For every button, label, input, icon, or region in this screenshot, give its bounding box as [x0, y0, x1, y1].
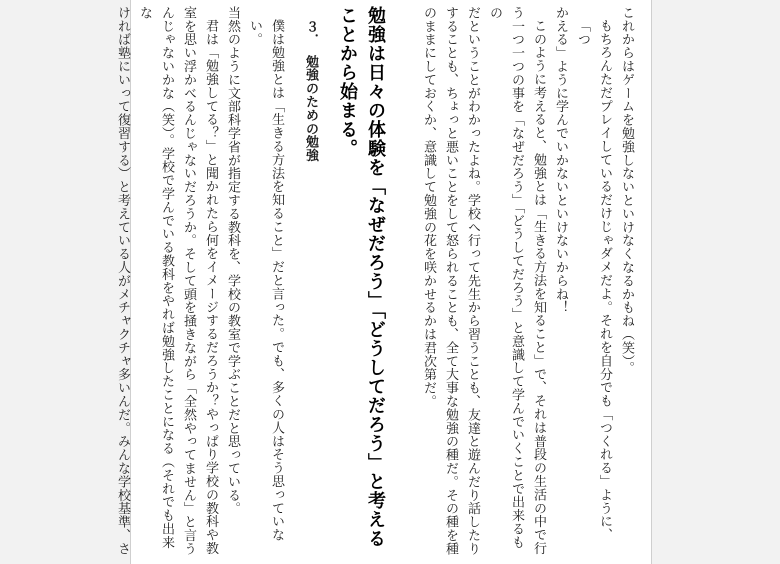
paragraph-line: んじゃないかな（笑）。学校で学んでいる教科をやれば勉強したことになる（それでも出来な: [137, 6, 174, 549]
paragraph-line: これからはゲームを勉強しないといけなくなるかもね（笑）。: [619, 6, 634, 375]
chapter-heading: ことから始まる。: [337, 6, 358, 158]
paragraph-line: ければ塾にいって復習する）と考えている人がメチャクチャ多いんだ。みんな学校基準、さ: [115, 6, 130, 556]
paragraph-line: だということがわかったよね。学校へ行って先生から習うことも、友達と遊んだり話したり: [465, 6, 480, 556]
section-title-text: 勉強のための勉強: [303, 54, 318, 163]
chapter-heading: 勉強は日々の体験を「なぜだろう」「どうしてだろう」と考える: [365, 6, 386, 548]
paragraph-line: もちろんただプレイしているだけじゃダメだよ。それを自分でも「つくれる」ように、「つ: [575, 19, 612, 542]
document-page: [115, 0, 652, 564]
paragraph-line: かえる」ように学んでいかないといけないからね！: [553, 6, 568, 315]
paragraph-line: 室を思い浮かべるんじゃないだろうか。そして頭を掻きながら「全然やってません」と言う: [181, 6, 196, 556]
vertical-text-body: [115, 6, 637, 558]
section-number: ３．: [303, 20, 318, 47]
section-title: [299, 6, 321, 558]
paragraph-line: のままにしておくか、意識して勉強の花を咲かせるかは君次第だ。: [421, 6, 436, 408]
paragraph-line: 僕は勉強とは「生きる方法を知ること」だと言った。でも、多くの人はそう思っていない。: [247, 19, 284, 542]
paragraph-line: う一つ一つの事を「なぜだろう」「どうしてだろう」と意識して学んでいくことで出来るもの: [487, 6, 524, 549]
paragraph-line: することも、ちょっと悪いことをして怒られることも、全て大事な勉強の種だ。その種を種: [443, 6, 458, 556]
paragraph-line: このように考えると、勉強とは「生きる方法を知ること」で、それは普段の生活の中で行: [531, 19, 546, 555]
paragraph-line: 君は「勉強してる？」と聞かれたら何をイメージするだろうか？やっぱり学校の教科や教: [203, 19, 218, 555]
paragraph-line: 当然のように文部科学省が指定する教科を、学校の教室で学ぶことだと思っている。: [225, 6, 240, 516]
